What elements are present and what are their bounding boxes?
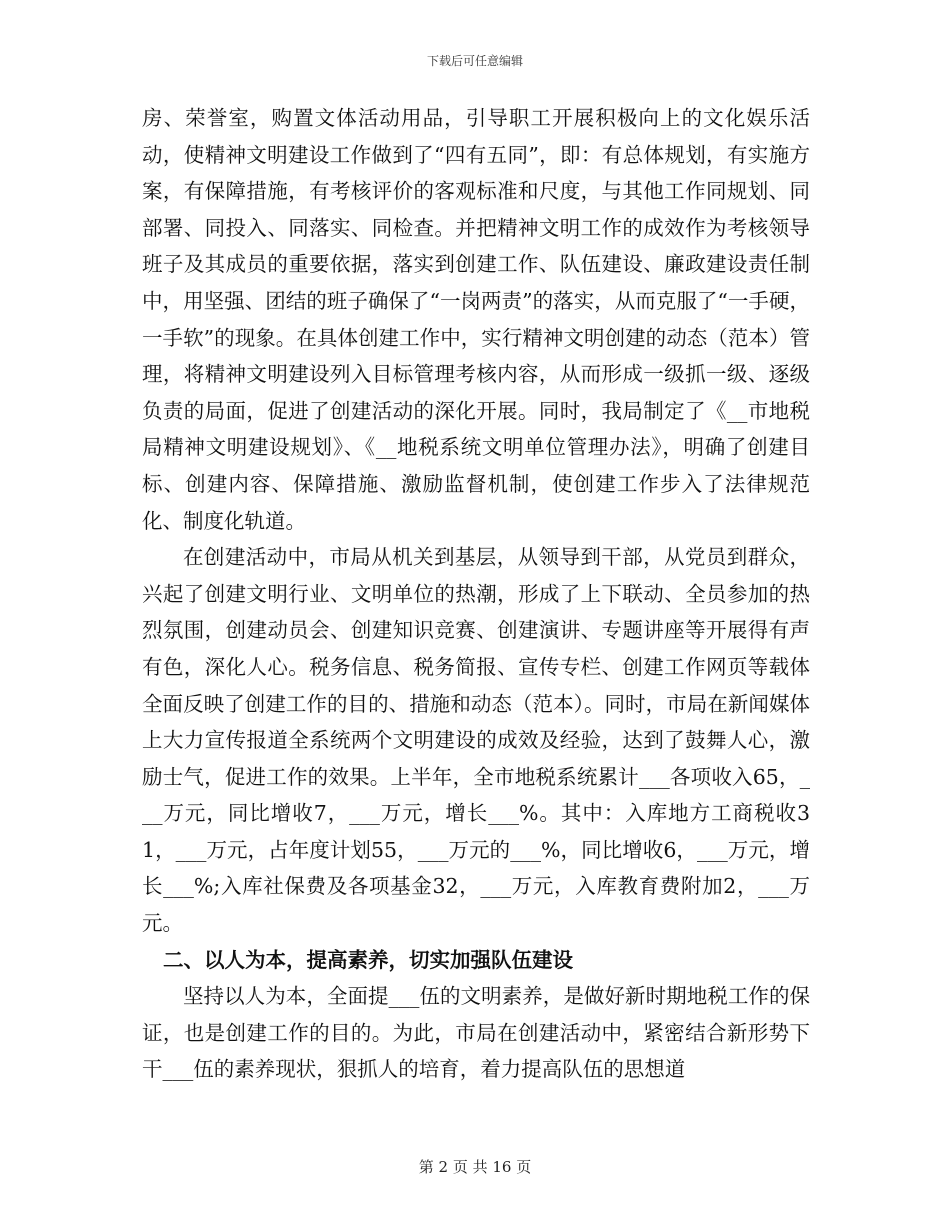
body-paragraph-1: 房、荣誉室，购置文体活动用品，引导职工开展积极向上的文化娱乐活动，使精神文明建设工作做到了“四有五同”，即：有总体规划，有实施方案，有保障措施，有考核评价的客观标准和尺度，与其他工作同规划、同部署、同投入、同落实、同检查。并把精神文明工作的成效作为考核领导班子及其成员的重要依据，落实到创建工作、队伍建设、廉政建设责任制中，用坚强、团结的班子确保了“一岗两责”的落实，从而克服了“一手硬，一手软”的现象。在具体创建工作中，实行精神文明创建的动态（范本）管理，将精神文明建设列入目标管理考核内容，从而形成一级抓一级、逐级负责的局面，促进了创建活动的深化开展。同时，我局制定了《__市地税局精神文明建设规划》、《__地税系统文明单位管理办法》，明确了创建目标、创建内容、保障措施、激励监督机制，使创建工作步入了法律规范化、制度化轨道。 [142,106,810,533]
page-header: 下载后可任意编辑 [426,54,523,68]
body-paragraph-2: 在创建活动中，市局从机关到基层，从领导到干部，从党员到群众，兴起了创建文明行业、文明单位的热潮，形成了上下联动、全员参加的热烈氛围，创建动员会、创建知识竞赛、创建演讲、专题讲座等开展得有声有色，深化人心。税务信息、税务简报、宣传专栏、创建工作网页等载体全面反映了创建工作的目的、措施和动态（范本）。同时，市局在新闻媒体上大力宣传报道全系统两个文明建设的成效及经验，达到了鼓舞人心，激励士气，促进工作的效果。上半年，全市地税系统累计___各项收入65，___万元，同比增收7，___万元，增长___%。其中：入库地方工商税收31，___万元，占年度计划55，___万元的___%，同比增收6，___万元，增长___%;入库社保费及各项基金32，___万元，入库教育费附加2，___万元。 [142,545,810,936]
document-body [142,100,810,1088]
body-paragraph-3: 坚持以人为本，全面提___伍的文明素养，是做好新时期地税工作的保证，也是创建工作的目的。为此，市局在创建活动中，紧密结合新形势下干___伍的素养现状，狠抓人的培育，着力提高队伍的思想道 [142,984,810,1082]
page-number-footer: 第 2 页 共 16 页 [418,1158,532,1176]
section-heading: 二、以人为本，提高素养，切实加强队伍建设 [163,947,573,972]
